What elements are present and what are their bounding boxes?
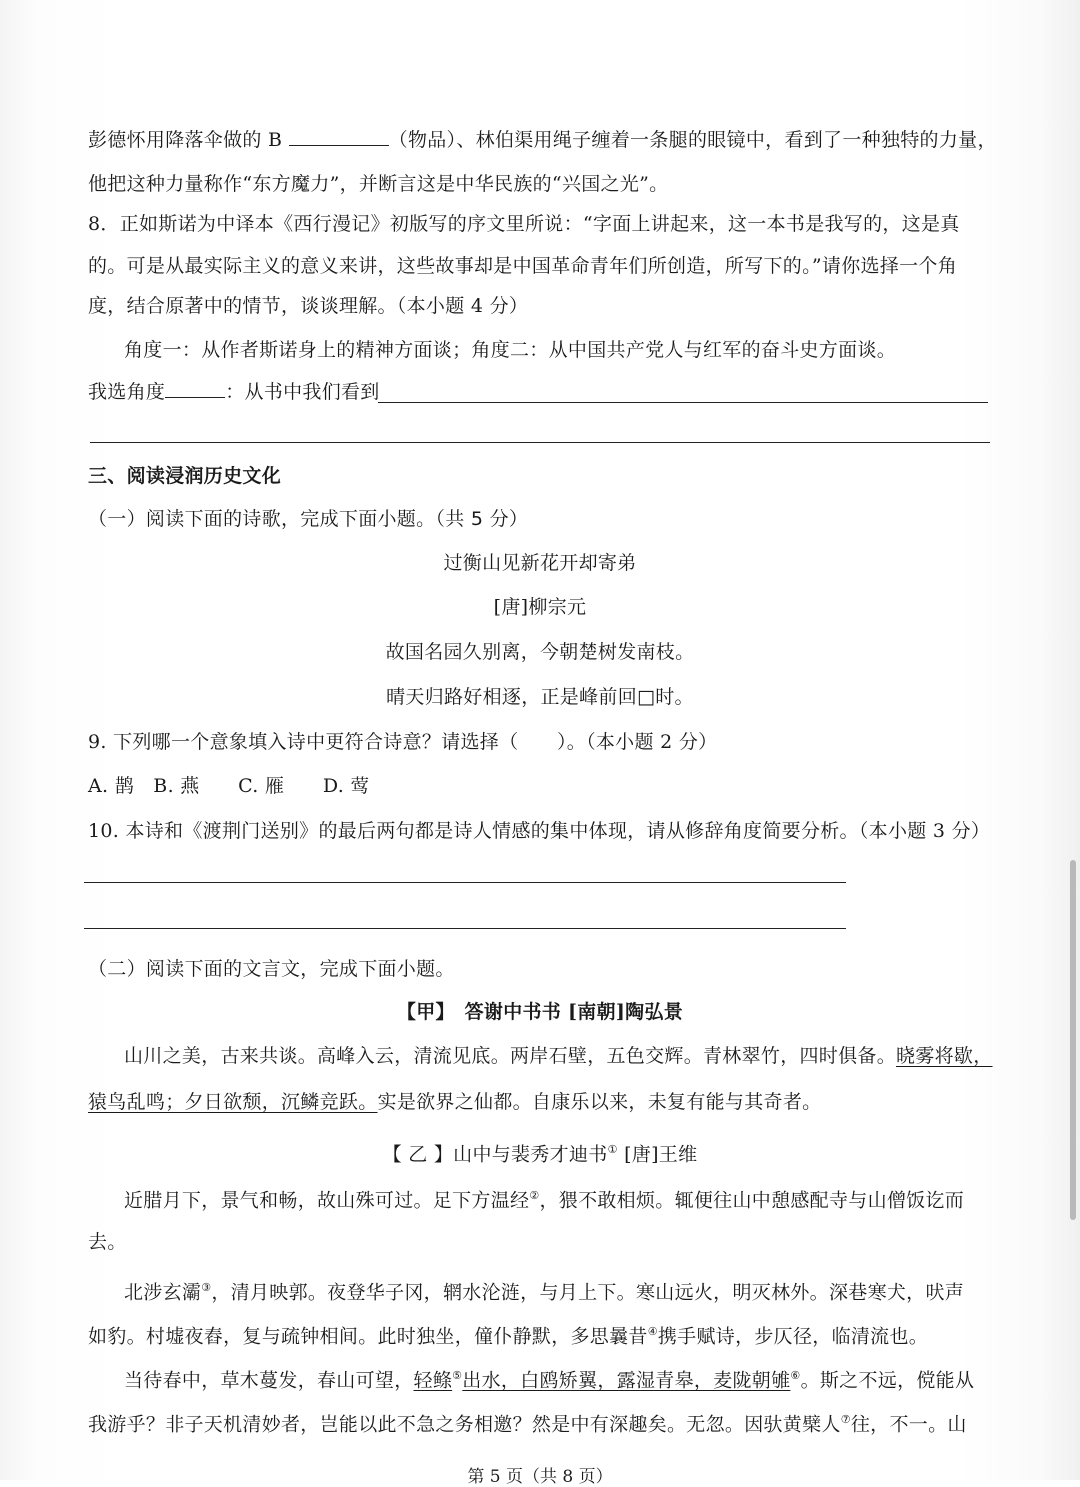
text-b-p2-a: 北涉玄灞 bbox=[124, 1281, 202, 1304]
text-b-underlined-1: 轻鲦 bbox=[413, 1369, 453, 1392]
choose-angle-tail: ：从书中我们看到 bbox=[225, 381, 380, 403]
text-a-title: 【甲】 答谢中书书 [南朝]陶弘景 bbox=[396, 1001, 684, 1023]
question-10: 10. 本诗和《渡荆门送别》的最后两句都是诗人情感的集中体现，请从修辞角度简要分析。（本小题 3 分） bbox=[88, 820, 991, 842]
text-a-p1: 山川之美，古来共谈。高峰入云，清流见底。两岸石壁，五色交辉。青林翠竹，四时俱备。 bbox=[124, 1045, 897, 1067]
text-a-p2: 实是欲界之仙都。自康乐以来，未复有能与其奇者。 bbox=[377, 1091, 822, 1113]
question-8-line-1: 8．正如斯诺为中译本《西行漫记》初版写的序文里所说：“字面上讲起来，这一本书是我写的，这是真 bbox=[88, 213, 960, 235]
text-b-title bbox=[0, 1136, 1080, 1168]
text-b-title-main: 【 乙 】山中与裴秀才迪书 bbox=[382, 1143, 608, 1166]
text-b-paragraph-line-1 bbox=[124, 1182, 990, 1214]
choose-angle-label: 我选角度 bbox=[88, 381, 166, 403]
question-8-angles: 角度一：从作者斯诺身上的精神方面谈；角度二：从中国共产党人与红军的奋斗史方面谈。 bbox=[124, 339, 897, 361]
angle-blank[interactable] bbox=[165, 379, 225, 398]
question-9-options: A. 鹊 B. 燕 C. 雁 D. 莺 bbox=[88, 775, 370, 797]
part-2-intro: （二）阅读下面的文言文，完成下面小题。 bbox=[88, 958, 455, 980]
question-8-line-3: 度，结合原著中的情节，谈谈理解。（本小题 4 分） bbox=[88, 295, 529, 317]
q10-answer-line-1[interactable] bbox=[84, 882, 846, 883]
text-b-paragraph-line-6 bbox=[88, 1406, 990, 1438]
text-b-p3-b: 携手赋诗，步仄径，临清流也。 bbox=[657, 1325, 929, 1348]
text-b-p4-b: 。斯之不远，傥能从 bbox=[800, 1369, 975, 1392]
text-a-underlined-1: 晓雾将歇， bbox=[896, 1045, 993, 1067]
text-a-paragraph-line-1 bbox=[124, 1042, 993, 1070]
poem-title: 过衡山见新花开却寄弟 bbox=[443, 552, 637, 574]
text-a-paragraph-line-2 bbox=[88, 1088, 990, 1116]
text-b-underlined-2: 出水，白鸥矫翼，露湿青皋，麦陇朝雊 bbox=[462, 1369, 791, 1392]
text-b-p2-b: ，清月映郭。夜登华子冈，辋水沦涟，与月上下。寒山远火，明灭林外。深巷寒犬，吠声 bbox=[211, 1281, 965, 1304]
footnote-1-marker: ① bbox=[607, 1143, 618, 1156]
text-line-1 bbox=[88, 126, 997, 154]
text-b-paragraph-line-5 bbox=[124, 1362, 990, 1394]
line1-part-b: （物品）、林伯渠用绳子缠着一条腿的眼镜中，看到了一种独特的力量， bbox=[388, 129, 997, 151]
q8-answer-line-1[interactable] bbox=[378, 402, 988, 403]
text-b-p5-a: 我游乎？非子天机清妙者，岂能以此不急之务相邀？然是中有深趣矣。无忽。因驮黄檗人 bbox=[88, 1413, 841, 1436]
q8-answer-line-2[interactable] bbox=[90, 442, 990, 443]
text-b-p4-a: 当待春中，草木蔓发，春山可望， bbox=[124, 1369, 414, 1392]
text-b-paragraph-line-4 bbox=[88, 1318, 990, 1350]
page-footer: 第 5 页（共 8 页） bbox=[467, 1467, 613, 1487]
text-b-p1-b: ，猥不敢相烦。辄便往山中憩感配寺与山僧饭讫而 bbox=[539, 1189, 965, 1212]
scrollbar-thumb[interactable] bbox=[1070, 860, 1076, 1220]
section-3-title: 三、阅读浸润历史文化 bbox=[88, 465, 282, 487]
poem-author: [唐]柳宗元 bbox=[493, 596, 587, 618]
scrollbar[interactable] bbox=[1066, 0, 1080, 1480]
poem-line-2: 晴天归路好相逐，正是峰前回□时。 bbox=[386, 686, 694, 708]
text-b-p3-a: 如豹。村墟夜舂，复与疏钟相间。此时独坐，僮仆静默，多思曩昔 bbox=[88, 1325, 648, 1348]
line1-part-a: 彭德怀用降落伞做的 B bbox=[88, 129, 289, 151]
text-line-2: 他把这种力量称作“东方魔力”，并断言这是中华民族的“兴国之光”。 bbox=[88, 173, 669, 195]
text-b-paragraph-line-3 bbox=[124, 1274, 990, 1306]
text-b-p1-a: 近腊月下，景气和畅，故山殊可过。足下方温经 bbox=[124, 1189, 530, 1212]
text-b-paragraph-line-2: 去。 bbox=[88, 1231, 127, 1253]
footnote-7-marker: ⑦ bbox=[840, 1413, 851, 1426]
part-1-intro: （一）阅读下面的诗歌，完成下面小题。（共 5 分） bbox=[88, 508, 529, 530]
footnote-4-marker: ④ bbox=[647, 1325, 658, 1338]
footnote-5-marker: ⑤ bbox=[452, 1369, 463, 1382]
q10-answer-line-2[interactable] bbox=[84, 928, 846, 929]
fill-blank-b[interactable] bbox=[289, 127, 389, 146]
footnote-6-marker: ⑥ bbox=[790, 1369, 801, 1382]
footnote-2-marker: ② bbox=[529, 1189, 540, 1202]
footnote-3-marker: ③ bbox=[201, 1281, 212, 1294]
question-9: 9. 下列哪一个意象填入诗中更符合诗意？请选择（ ）。（本小题 2 分） bbox=[88, 731, 718, 753]
poem-line-1: 故国名园久别离，今朝楚树发南枝。 bbox=[385, 641, 695, 663]
text-b-p5-b: 往，不一。山 bbox=[850, 1413, 967, 1436]
text-b-author: [唐]王维 bbox=[617, 1143, 698, 1166]
text-a-underlined-2: 猿鸟乱鸣；夕日欲颓，沉鳞竞跃。 bbox=[88, 1091, 378, 1113]
question-8-line-2: 的。可是从最实际主义的意义来讲，这些故事却是中国革命青年们所创造，所写下的。”请你选择一个角 bbox=[88, 255, 958, 277]
